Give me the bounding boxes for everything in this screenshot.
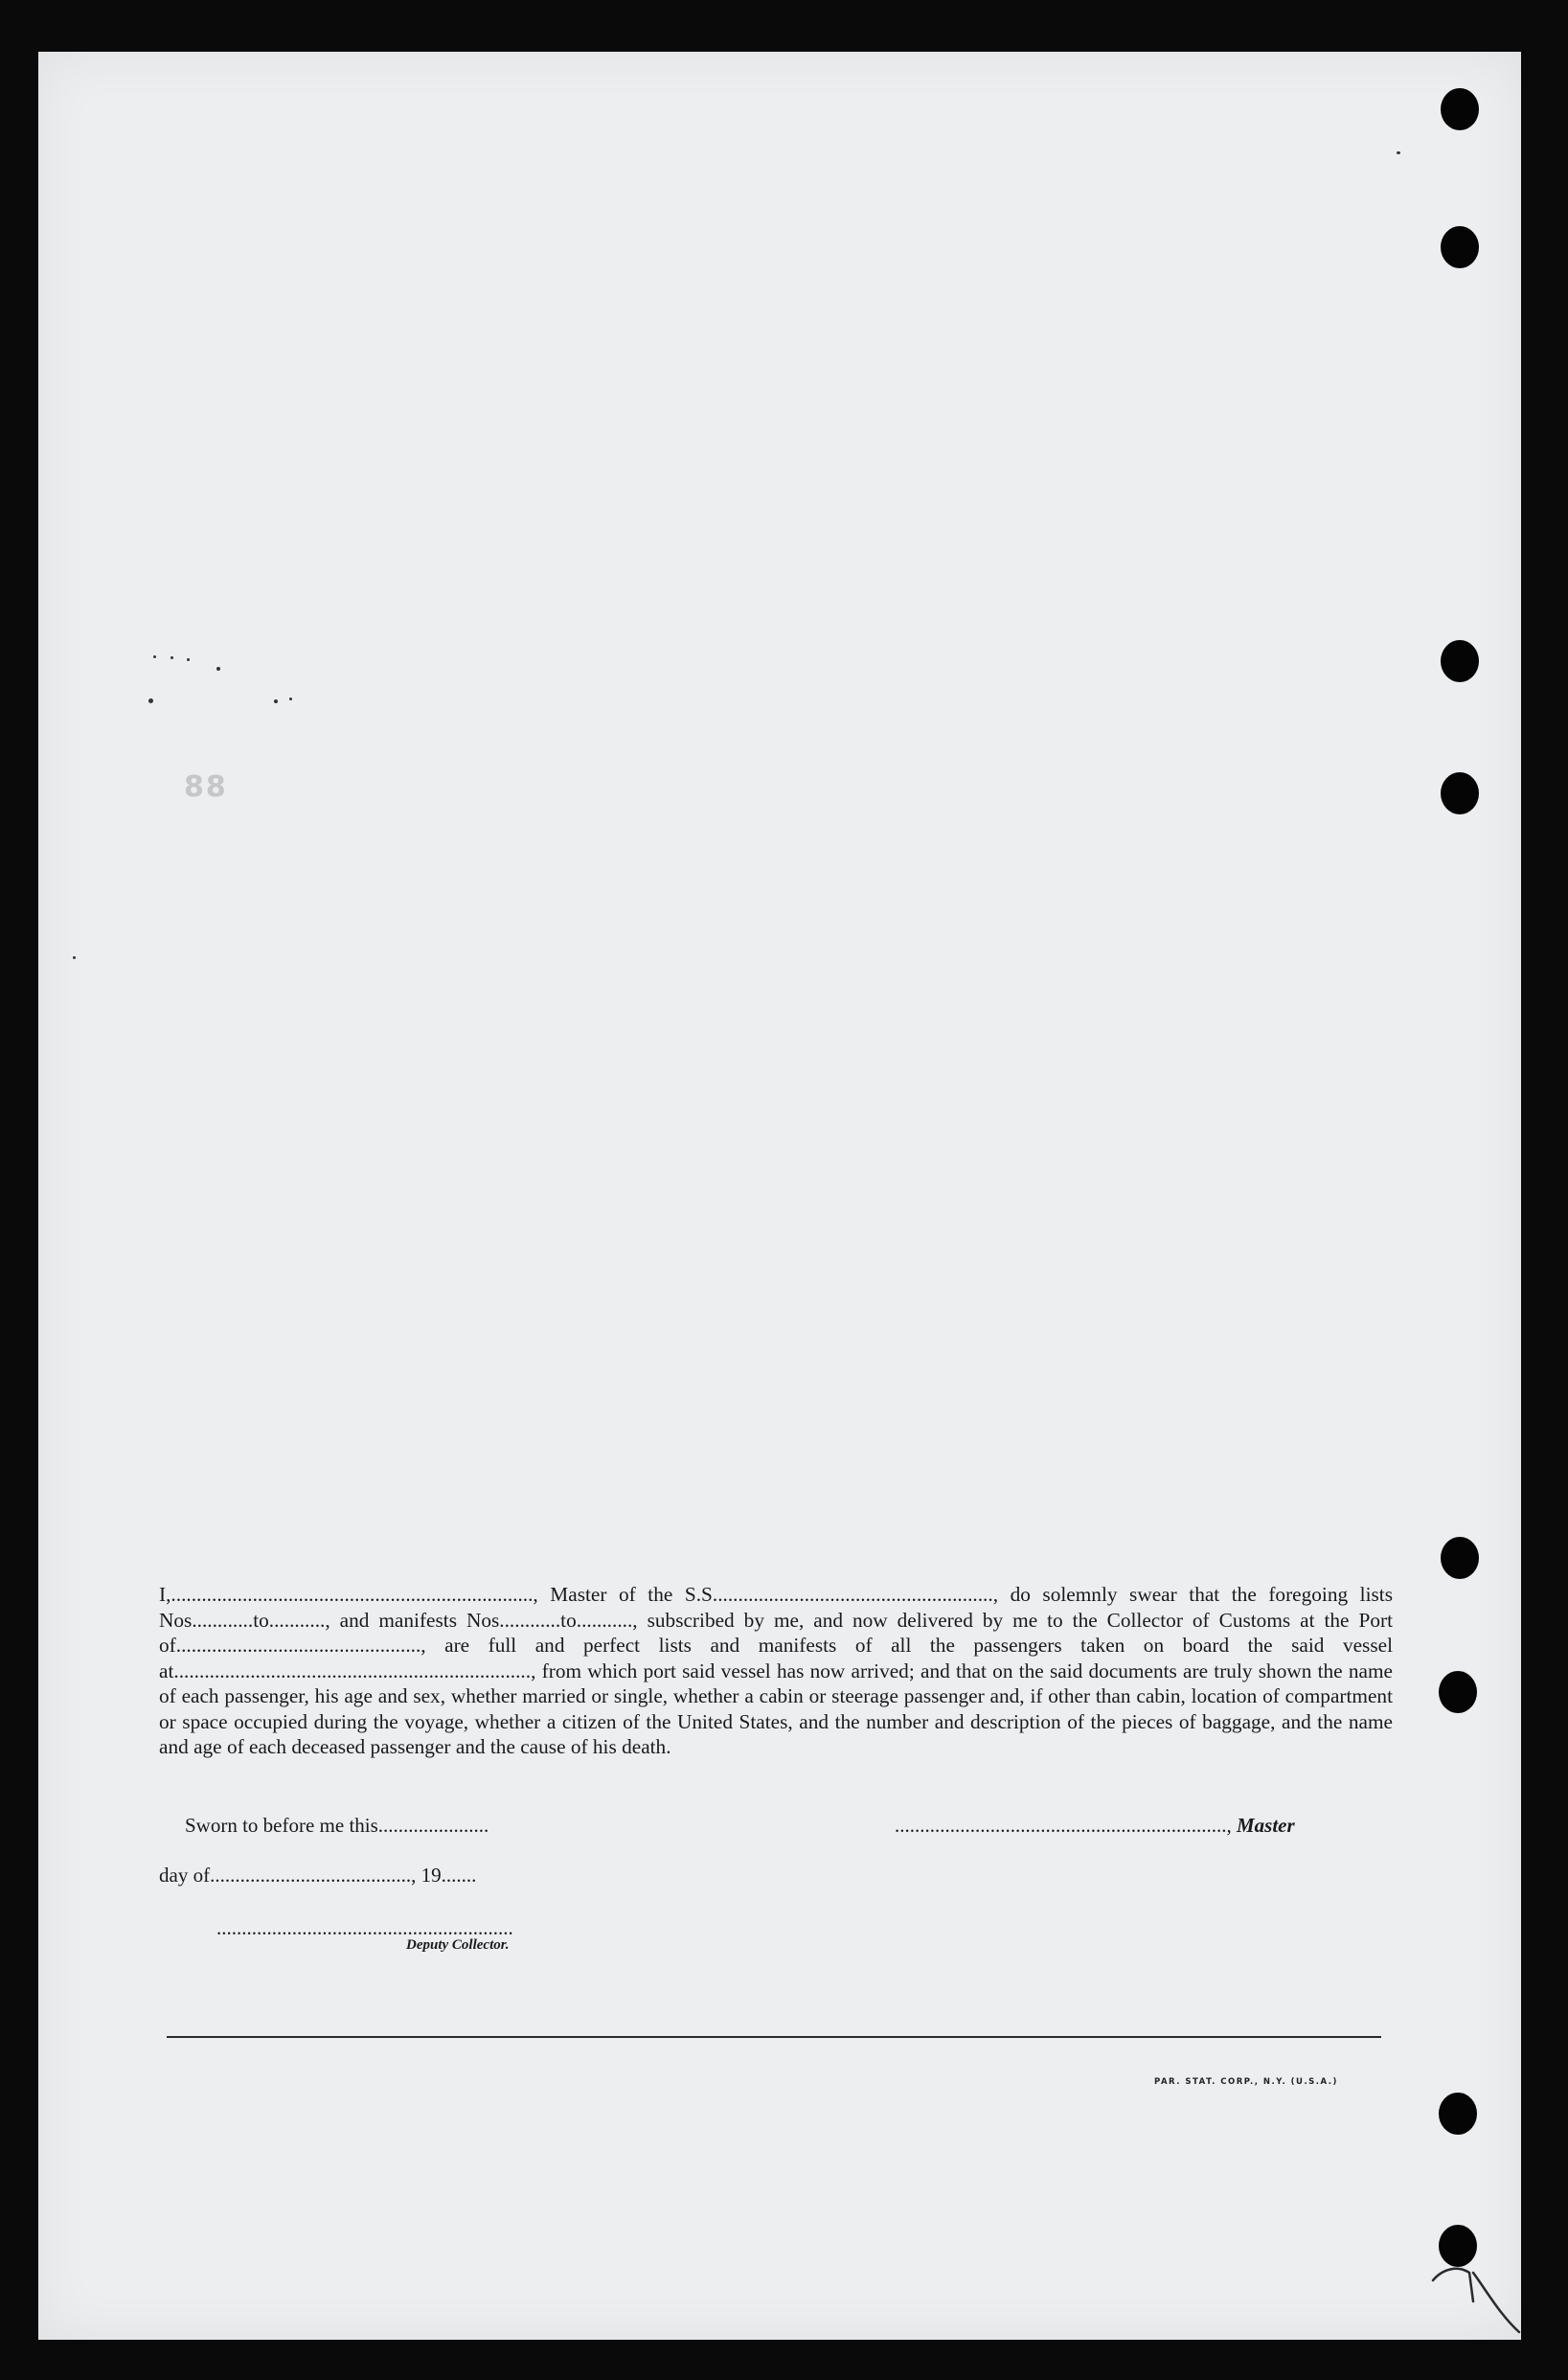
faint-stamp-number: 88: [184, 770, 228, 804]
dust-speck: [216, 667, 220, 671]
binder-hole-1: [1441, 88, 1479, 130]
oath-text: I,......................................................................., Master of the S.S......................................................., do solemnly swear that the foregoing lists Nos............to..........., and manifests Nos............to..........., subscribed by me, and now delivered by me to the Collector of Customs at the Port of................................................, are full and perfect lists and manifests of all the passengers taken on board the said vessel at......................................................................, from which port said vessel has now arrived; and that on the said documents are truly shown the name of each passenger, his age and sex, whether married or single, whether a cabin or steerage passenger and, if other than cabin, location of compartment or space occupied during the voyage, whether a citizen of the United States, and the number and description of the pieces of baggage, and the name and age of each deceased passenger and the cause of his death.: [159, 1583, 1393, 1758]
deputy-collector-label: Deputy Collector.: [406, 1937, 510, 1953]
master-signature-dots: ..................................................................,: [895, 1814, 1237, 1837]
binder-hole-7: [1439, 2093, 1477, 2135]
document-sheet: [38, 52, 1521, 2340]
dust-speck: [1397, 151, 1400, 154]
deputy-signature-dots: ...........................................................: [216, 1916, 513, 1939]
dust-speck: [73, 956, 76, 959]
dust-speck: [153, 655, 156, 658]
pencil-mark-icon: [1431, 2259, 1527, 2336]
dust-speck: [187, 658, 190, 661]
dust-speck: [289, 698, 292, 700]
master-signature-line: [895, 1814, 1295, 1838]
master-label: Master: [1237, 1814, 1295, 1837]
printer-imprint: PAR. STAT. CORP., N.Y. (U.S.A.): [1154, 2077, 1338, 2087]
footer-rule: [167, 2036, 1381, 2038]
dust-speck: [148, 698, 153, 703]
binder-hole-5: [1441, 1537, 1479, 1579]
binder-hole-2: [1441, 226, 1479, 268]
binder-hole-6: [1439, 1671, 1477, 1713]
binder-hole-3: [1441, 640, 1479, 682]
dust-speck: [274, 699, 278, 703]
day-of-line: day of........................................, 19.......: [159, 1864, 477, 1887]
sworn-line: Sworn to before me this......................: [185, 1814, 489, 1837]
binder-hole-4: [1441, 772, 1479, 814]
dust-speck: [170, 656, 173, 659]
master-oath-paragraph: [159, 1582, 1393, 1760]
